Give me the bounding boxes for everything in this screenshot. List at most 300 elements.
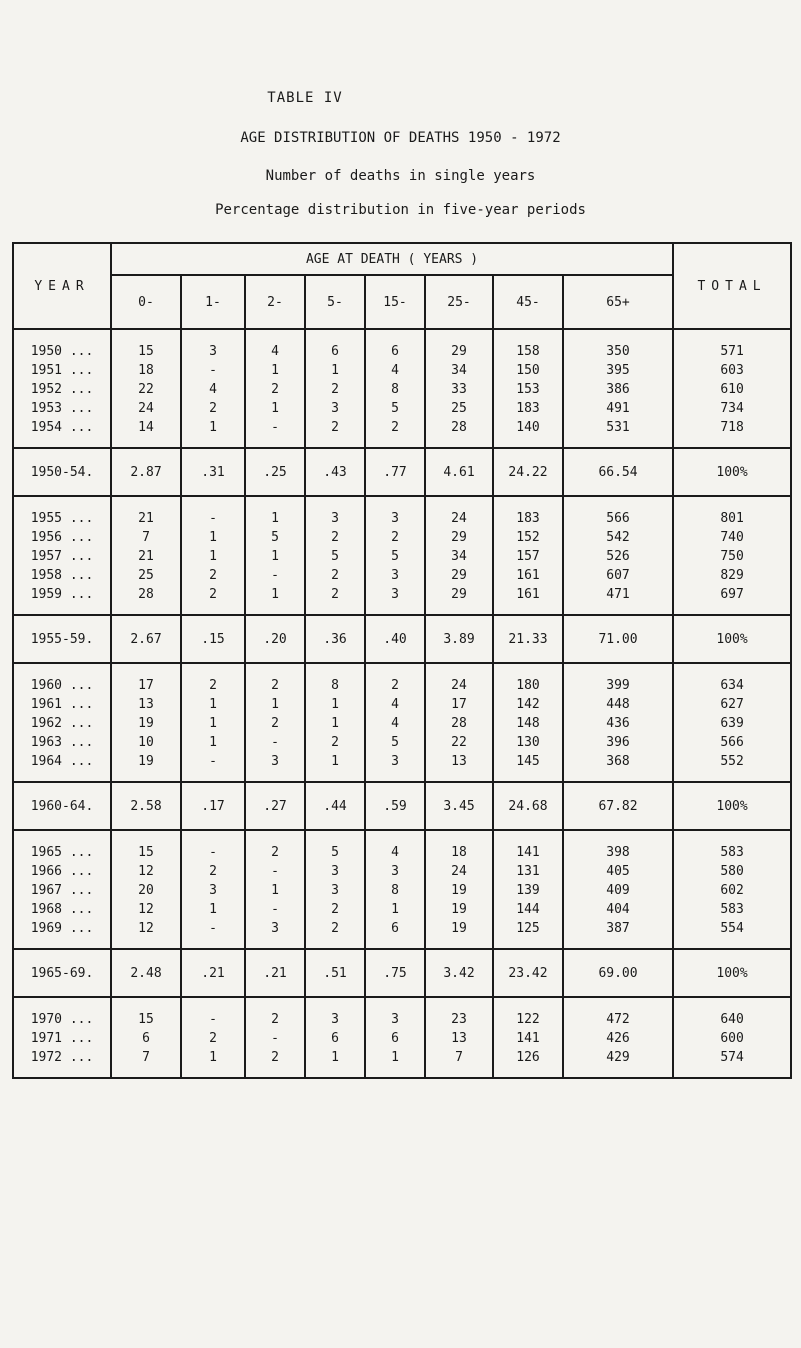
cell-value: - (245, 418, 305, 448)
cell-value: - (181, 919, 245, 949)
summary-percentage: 23.42 (493, 949, 563, 997)
cell-value: 15 (111, 329, 181, 361)
cell-value: 5 (365, 733, 425, 752)
cell-value: 22 (111, 380, 181, 399)
cell-value: 5 (365, 399, 425, 418)
cell-value: 13 (111, 695, 181, 714)
cell-value: 542 (563, 528, 673, 547)
summary-percentage: 69.00 (563, 949, 673, 997)
summary-period: 1960-64. (13, 782, 111, 830)
cell-value: 10 (111, 733, 181, 752)
age-header-45: 45- (493, 275, 563, 329)
cell-value: 1 (245, 547, 305, 566)
row-total: 610 (673, 380, 791, 399)
summary-percentage: 3.42 (425, 949, 493, 997)
cell-value: 4 (365, 361, 425, 380)
summary-percentage: 71.00 (563, 615, 673, 663)
cell-value: 2 (365, 528, 425, 547)
summary-percentage: 3.89 (425, 615, 493, 663)
table-row (13, 528, 791, 547)
row-total: 600 (673, 1029, 791, 1048)
summary-percentage: 2.48 (111, 949, 181, 997)
row-total: 718 (673, 418, 791, 448)
row-year: 1954 ... (13, 418, 111, 448)
row-total: 639 (673, 714, 791, 733)
cell-value: 157 (493, 547, 563, 566)
cell-value: 24 (425, 496, 493, 528)
cell-value: 1 (245, 585, 305, 615)
cell-value: 4 (245, 329, 305, 361)
summary-total: 100% (673, 615, 791, 663)
row-year: 1958 ... (13, 566, 111, 585)
summary-period: 1950-54. (13, 448, 111, 496)
row-year: 1962 ... (13, 714, 111, 733)
cell-value: 2 (305, 733, 365, 752)
cell-value: - (245, 733, 305, 752)
cell-value: 426 (563, 1029, 673, 1048)
cell-value: 140 (493, 418, 563, 448)
cell-value: 1 (181, 418, 245, 448)
row-year: 1971 ... (13, 1029, 111, 1048)
summary-total: 100% (673, 782, 791, 830)
age-header-1: 1- (181, 275, 245, 329)
age-header-15: 15- (365, 275, 425, 329)
cell-value: 6 (365, 919, 425, 949)
cell-value: 1 (181, 900, 245, 919)
age-header-2: 2- (245, 275, 305, 329)
cell-value: 161 (493, 585, 563, 615)
cell-value: 386 (563, 380, 673, 399)
cell-value: 13 (425, 1029, 493, 1048)
cell-value: 122 (493, 997, 563, 1029)
table-row (13, 830, 791, 862)
cell-value: 404 (563, 900, 673, 919)
cell-value: 1 (181, 733, 245, 752)
table-row (13, 496, 791, 528)
cell-value: 150 (493, 361, 563, 380)
cell-value: 1 (181, 695, 245, 714)
cell-value: 2 (181, 585, 245, 615)
cell-value: 24 (425, 663, 493, 695)
row-total: 571 (673, 329, 791, 361)
cell-value: 12 (111, 919, 181, 949)
cell-value: 8 (305, 663, 365, 695)
cell-value: - (181, 496, 245, 528)
cell-value: 1 (245, 496, 305, 528)
cell-value: 25 (111, 566, 181, 585)
cell-value: 3 (365, 752, 425, 782)
table-row (13, 566, 791, 585)
cell-value: 141 (493, 1029, 563, 1048)
table-row (13, 1048, 791, 1078)
cell-value: 6 (111, 1029, 181, 1048)
table-row (13, 919, 791, 949)
cell-value: 130 (493, 733, 563, 752)
cell-value: 3 (181, 881, 245, 900)
cell-value: 2 (181, 1029, 245, 1048)
cell-value: 6 (305, 329, 365, 361)
row-year: 1952 ... (13, 380, 111, 399)
table-row (13, 418, 791, 448)
cell-value: 2 (365, 418, 425, 448)
summary-percentage: .15 (181, 615, 245, 663)
summary-total: 100% (673, 448, 791, 496)
cell-value: 1 (305, 752, 365, 782)
age-header-5: 5- (305, 275, 365, 329)
cell-value: 607 (563, 566, 673, 585)
summary-percentage: 21.33 (493, 615, 563, 663)
cell-value: - (181, 361, 245, 380)
cell-value: 3 (181, 329, 245, 361)
cell-value: 19 (111, 714, 181, 733)
summary-percentage: .21 (181, 949, 245, 997)
cell-value: 152 (493, 528, 563, 547)
cell-value: 34 (425, 547, 493, 566)
cell-value: 3 (365, 496, 425, 528)
cell-value: 21 (111, 496, 181, 528)
cell-value: 183 (493, 496, 563, 528)
summary-percentage: .40 (365, 615, 425, 663)
summary-row (13, 615, 791, 663)
row-year: 1972 ... (13, 1048, 111, 1078)
cell-value: 2 (245, 1048, 305, 1078)
cell-value: 2 (181, 399, 245, 418)
cell-value: 6 (365, 329, 425, 361)
cell-value: 1 (365, 1048, 425, 1078)
cell-value: 2 (305, 528, 365, 547)
cell-value: 2 (305, 380, 365, 399)
cell-value: 531 (563, 418, 673, 448)
cell-value: 448 (563, 695, 673, 714)
cell-value: 145 (493, 752, 563, 782)
row-total: 552 (673, 752, 791, 782)
cell-value: 429 (563, 1048, 673, 1078)
cell-value: 4 (365, 830, 425, 862)
summary-percentage: .20 (245, 615, 305, 663)
cell-value: 29 (425, 528, 493, 547)
cell-value: 1 (181, 1048, 245, 1078)
table-row (13, 399, 791, 418)
cell-value: 158 (493, 329, 563, 361)
cell-value: 396 (563, 733, 673, 752)
row-total: 734 (673, 399, 791, 418)
summary-percentage: 67.82 (563, 782, 673, 830)
cell-value: 180 (493, 663, 563, 695)
cell-value: 1 (305, 714, 365, 733)
summary-percentage: .17 (181, 782, 245, 830)
row-total: 566 (673, 733, 791, 752)
age-header-25: 25- (425, 275, 493, 329)
table-row (13, 862, 791, 881)
cell-value: 8 (365, 380, 425, 399)
summary-total: 100% (673, 949, 791, 997)
age-header-65plus: 65+ (563, 275, 673, 329)
cell-value: 1 (245, 881, 305, 900)
cell-value: 15 (111, 830, 181, 862)
cell-value: 526 (563, 547, 673, 566)
cell-value: 2 (181, 566, 245, 585)
row-year: 1961 ... (13, 695, 111, 714)
cell-value: 4 (365, 714, 425, 733)
cell-value: 161 (493, 566, 563, 585)
cell-value: 29 (425, 329, 493, 361)
year-column-header: YEAR (13, 243, 111, 329)
table-row (13, 714, 791, 733)
cell-value: 2 (181, 663, 245, 695)
row-year: 1966 ... (13, 862, 111, 881)
row-year: 1951 ... (13, 361, 111, 380)
summary-period: 1955-59. (13, 615, 111, 663)
cell-value: 350 (563, 329, 673, 361)
cell-value: 3 (365, 862, 425, 881)
cell-value: 3 (365, 997, 425, 1029)
cell-value: 2 (305, 919, 365, 949)
row-year: 1970 ... (13, 997, 111, 1029)
cell-value: 3 (305, 496, 365, 528)
row-total: 583 (673, 830, 791, 862)
subtitle-percentages: Percentage distribution in five-year periods (215, 202, 586, 218)
cell-value: 2 (365, 663, 425, 695)
cell-value: - (181, 997, 245, 1029)
age-at-death-header: AGE AT DEATH ( YEARS ) (111, 243, 673, 275)
cell-value: 33 (425, 380, 493, 399)
cell-value: 1 (181, 528, 245, 547)
row-total: 697 (673, 585, 791, 615)
cell-value: 28 (111, 585, 181, 615)
row-year: 1959 ... (13, 585, 111, 615)
cell-value: 3 (245, 752, 305, 782)
cell-value: 141 (493, 830, 563, 862)
row-year: 1960 ... (13, 663, 111, 695)
cell-value: 142 (493, 695, 563, 714)
cell-value: 436 (563, 714, 673, 733)
cell-value: 153 (493, 380, 563, 399)
summary-percentage: 24.68 (493, 782, 563, 830)
row-year: 1953 ... (13, 399, 111, 418)
subtitle-counts: Number of deaths in single years (265, 168, 536, 184)
table-row (13, 547, 791, 566)
cell-value: 566 (563, 496, 673, 528)
row-total: 603 (673, 361, 791, 380)
cell-value: 17 (111, 663, 181, 695)
cell-value: 4 (365, 695, 425, 714)
cell-value: 7 (425, 1048, 493, 1078)
table-row (13, 997, 791, 1029)
cell-value: 23 (425, 997, 493, 1029)
cell-value: - (245, 566, 305, 585)
row-total: 583 (673, 900, 791, 919)
cell-value: 20 (111, 881, 181, 900)
cell-value: 1 (305, 695, 365, 714)
cell-value: 19 (425, 919, 493, 949)
cell-value: 2 (305, 566, 365, 585)
cell-value: 5 (365, 547, 425, 566)
summary-row (13, 949, 791, 997)
summary-percentage: 66.54 (563, 448, 673, 496)
summary-percentage: .43 (305, 448, 365, 496)
table-row (13, 663, 791, 695)
cell-value: 1 (245, 399, 305, 418)
cell-value: 34 (425, 361, 493, 380)
row-year: 1964 ... (13, 752, 111, 782)
table-row (13, 752, 791, 782)
table-row (13, 585, 791, 615)
row-year: 1967 ... (13, 881, 111, 900)
table-row (13, 733, 791, 752)
cell-value: 29 (425, 585, 493, 615)
cell-value: 3 (365, 585, 425, 615)
cell-value: 2 (245, 380, 305, 399)
summary-percentage: 2.87 (111, 448, 181, 496)
cell-value: 13 (425, 752, 493, 782)
row-year: 1950 ... (13, 329, 111, 361)
cell-value: 15 (111, 997, 181, 1029)
cell-value: 491 (563, 399, 673, 418)
summary-percentage: .75 (365, 949, 425, 997)
row-total: 801 (673, 496, 791, 528)
cell-value: 14 (111, 418, 181, 448)
cell-value: 2 (245, 663, 305, 695)
row-total: 580 (673, 862, 791, 881)
cell-value: 387 (563, 919, 673, 949)
cell-value: 1 (365, 900, 425, 919)
cell-value: 2 (305, 418, 365, 448)
row-total: 829 (673, 566, 791, 585)
cell-value: - (245, 862, 305, 881)
row-year: 1955 ... (13, 496, 111, 528)
cell-value: - (181, 830, 245, 862)
summary-percentage: .21 (245, 949, 305, 997)
cell-value: 126 (493, 1048, 563, 1078)
cell-value: 6 (305, 1029, 365, 1048)
cell-value: 19 (425, 900, 493, 919)
cell-value: 19 (425, 881, 493, 900)
table-row (13, 1029, 791, 1048)
cell-value: 183 (493, 399, 563, 418)
cell-value: 5 (305, 830, 365, 862)
cell-value: 3 (305, 862, 365, 881)
row-year: 1957 ... (13, 547, 111, 566)
cell-value: 131 (493, 862, 563, 881)
total-column-header: TOTAL (673, 243, 791, 329)
row-total: 740 (673, 528, 791, 547)
table-row (13, 380, 791, 399)
cell-value: 5 (305, 547, 365, 566)
summary-percentage: .77 (365, 448, 425, 496)
summary-percentage: .44 (305, 782, 365, 830)
row-total: 574 (673, 1048, 791, 1078)
cell-value: 409 (563, 881, 673, 900)
cell-value: 19 (111, 752, 181, 782)
cell-value: 18 (425, 830, 493, 862)
row-total: 554 (673, 919, 791, 949)
cell-value: 148 (493, 714, 563, 733)
cell-value: 5 (245, 528, 305, 547)
cell-value: 24 (111, 399, 181, 418)
cell-value: 2 (245, 830, 305, 862)
summary-percentage: 3.45 (425, 782, 493, 830)
row-total: 602 (673, 881, 791, 900)
table-label: TABLE IV (267, 90, 343, 106)
row-total: 640 (673, 997, 791, 1029)
cell-value: 405 (563, 862, 673, 881)
cell-value: 1 (305, 361, 365, 380)
cell-value: 28 (425, 714, 493, 733)
row-year: 1963 ... (13, 733, 111, 752)
cell-value: 28 (425, 418, 493, 448)
cell-value: 2 (245, 714, 305, 733)
cell-value: 24 (425, 862, 493, 881)
cell-value: 8 (365, 881, 425, 900)
cell-value: 3 (305, 399, 365, 418)
cell-value: 2 (305, 585, 365, 615)
page-title: AGE DISTRIBUTION OF DEATHS 1950 - 1972 (240, 130, 561, 146)
cell-value: 1 (181, 714, 245, 733)
row-year: 1969 ... (13, 919, 111, 949)
cell-value: 472 (563, 997, 673, 1029)
cell-value: 398 (563, 830, 673, 862)
table-row (13, 361, 791, 380)
age-header-0: 0- (111, 275, 181, 329)
row-year: 1965 ... (13, 830, 111, 862)
cell-value: 7 (111, 528, 181, 547)
cell-value: 2 (245, 997, 305, 1029)
row-total: 750 (673, 547, 791, 566)
cell-value: 3 (245, 919, 305, 949)
cell-value: 7 (111, 1048, 181, 1078)
cell-value: 125 (493, 919, 563, 949)
cell-value: 12 (111, 862, 181, 881)
cell-value: 144 (493, 900, 563, 919)
summary-row (13, 782, 791, 830)
summary-percentage: .25 (245, 448, 305, 496)
table-row (13, 900, 791, 919)
summary-percentage: 2.58 (111, 782, 181, 830)
row-total: 634 (673, 663, 791, 695)
cell-value: 29 (425, 566, 493, 585)
summary-percentage: .59 (365, 782, 425, 830)
cell-value: 1 (245, 695, 305, 714)
cell-value: 21 (111, 547, 181, 566)
cell-value: 139 (493, 881, 563, 900)
cell-value: - (245, 1029, 305, 1048)
cell-value: - (181, 752, 245, 782)
cell-value: 6 (365, 1029, 425, 1048)
cell-value: 25 (425, 399, 493, 418)
cell-value: 1 (181, 547, 245, 566)
summary-percentage: 4.61 (425, 448, 493, 496)
cell-value: 1 (305, 1048, 365, 1078)
cell-value: 4 (181, 380, 245, 399)
summary-percentage: .27 (245, 782, 305, 830)
cell-value: 2 (181, 862, 245, 881)
deaths-table (12, 242, 792, 1079)
row-year: 1956 ... (13, 528, 111, 547)
table-row (13, 881, 791, 900)
summary-percentage: 2.67 (111, 615, 181, 663)
cell-value: 12 (111, 900, 181, 919)
cell-value: - (245, 900, 305, 919)
cell-value: 395 (563, 361, 673, 380)
summary-percentage: 24.22 (493, 448, 563, 496)
cell-value: 2 (305, 900, 365, 919)
summary-percentage: .31 (181, 448, 245, 496)
cell-value: 368 (563, 752, 673, 782)
cell-value: 17 (425, 695, 493, 714)
cell-value: 18 (111, 361, 181, 380)
cell-value: 3 (305, 997, 365, 1029)
cell-value: 471 (563, 585, 673, 615)
